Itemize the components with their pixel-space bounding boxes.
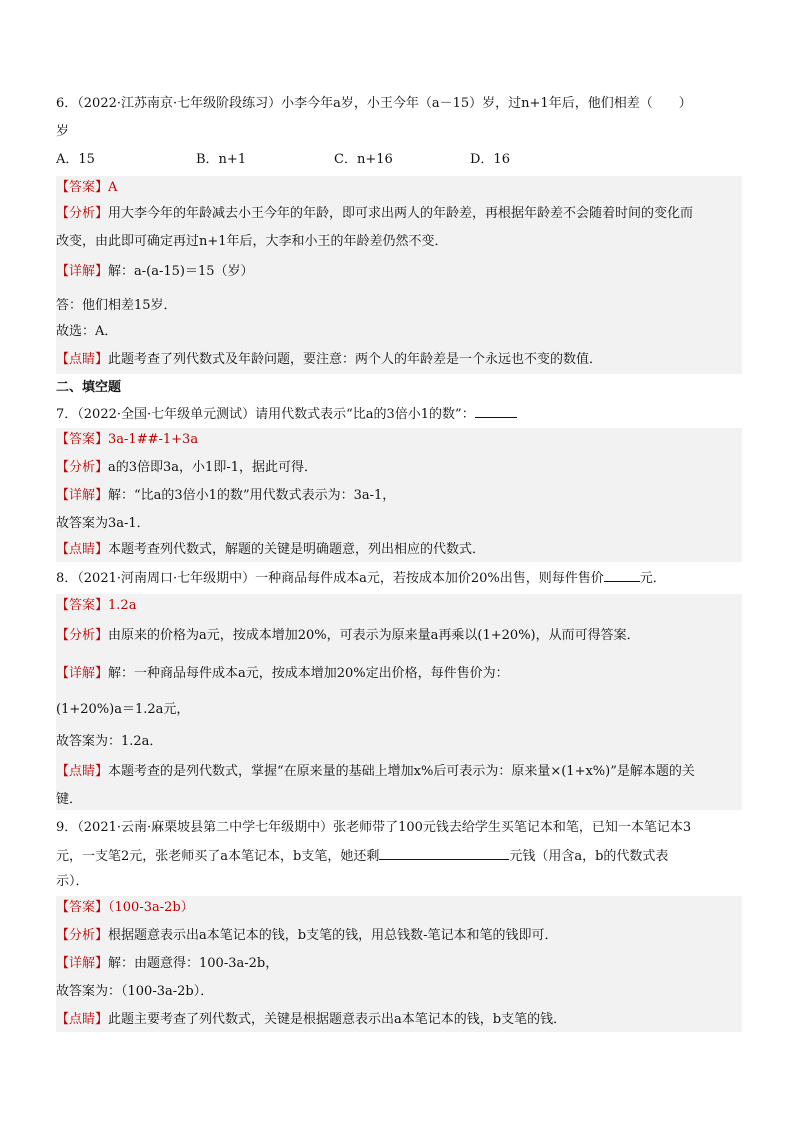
comment-tag: 【点睛】: [56, 352, 109, 367]
section-title: 二、填空题: [56, 380, 122, 395]
q6-detail-line3: 故选：A．: [56, 324, 118, 339]
q9-stem-line1: 9．（2021·云南·麻栗坡县第二中学七年级期中）张老师带了100元钱去给学生买笔记本和笔，已知一本笔记本3: [56, 820, 692, 835]
detail-tag: 【详解】: [56, 666, 109, 681]
q8-stem-text: 8．（2021·河南周口·七年级期中）一种商品每件成本a元，若按成本加价20%出售，则每件售价: [56, 571, 604, 586]
detail-tag: 【详解】: [56, 956, 109, 971]
q6-stem-line2: 岁: [56, 124, 70, 139]
q9-detail-line1: [56, 954, 278, 974]
q6-option-b: B．n+1: [196, 152, 247, 167]
q6-comment-line: [56, 350, 602, 370]
q8-answer-line: [56, 596, 136, 616]
q9-answer-blank: [379, 846, 509, 860]
q9-analysis-text: 根据题意表示出a本笔记本的钱，b支笔的钱，用总钱数-笔记本和笔的钱即可．: [108, 928, 558, 943]
q6-analysis-line2: 改变，由此即可确定再过n+1年后，大李和小王的年龄差仍然不变．: [56, 234, 448, 249]
q8-stem-unit: 元．: [639, 571, 666, 586]
q9-comment-text: 此题主要考查了列代数式，关键是根据题意表示出a本笔记本的钱，b支笔的钱．: [108, 1012, 567, 1027]
q9-comment-line: [56, 1010, 566, 1030]
detail-tag: 【详解】: [56, 264, 109, 279]
q7-stem-text: 7．（2022·全国·七年级单元测试）请用代数式表示“比a的3倍小1的数”：: [56, 407, 475, 422]
q8-stem-line: [56, 568, 666, 589]
q9-stem-line3: 示）．: [56, 874, 89, 889]
q8-detail-line1: [56, 664, 509, 684]
q8-detail-line2: (1+20%)a＝1.2a元，: [56, 702, 190, 717]
q7-comment-line: [56, 540, 485, 560]
q7-detail-text1: 解：“比a的3倍小1的数”用代数式表示为：3a-1，: [108, 488, 396, 503]
analysis-tag: 【分析】: [56, 628, 109, 643]
q9-detail-text1: 解：由题意得：100-3a-2b，: [108, 956, 279, 971]
analysis-tag: 【分析】: [56, 460, 109, 475]
answer-tag: 【答案】: [56, 432, 109, 447]
q7-detail-line2: 故答案为3a-1．: [56, 516, 150, 531]
q8-detail-text1: 解：一种商品每件成本a元，按成本增加20%定出价格，每件售价为：: [108, 666, 509, 681]
q9-detail-line2: 故答案为：（100-3a-2b）．: [56, 984, 214, 999]
q8-comment-text1: 本题考查的是列代数式，掌握“在原来量的基础上增加x%后可表示为：原来量×(1+x%)”是解本题的关: [108, 764, 695, 779]
answer-tag: 【答案】: [56, 180, 109, 195]
q6-analysis-line1: [56, 204, 693, 224]
q9-stem-text2a: 元，一支笔2元，张老师买了a本笔记本，b支笔，她还剩: [56, 849, 380, 864]
q6-option-a: A．15: [56, 152, 95, 167]
q8-detail-line3: 故答案为：1.2a．: [56, 734, 163, 749]
q8-answer-blank: [604, 568, 640, 582]
comment-tag: 【点睛】: [56, 764, 109, 779]
q9-answer-line: [56, 898, 194, 918]
answer-tag: 【答案】: [56, 598, 109, 613]
q6-comment-text: 此题考查了列代数式及年龄问题，要注意：两个人的年龄差是一个永远也不变的数值．: [108, 352, 603, 367]
q8-comment-line1: [56, 762, 695, 782]
q6-option-d: D．16: [470, 152, 510, 167]
q6-stem-line1: 6．（2022·江苏南京·七年级阶段练习）小李今年a岁，小王今年（a－15）岁，过n+1年后，他们相差（ ）: [56, 96, 692, 111]
q9-analysis-line: [56, 926, 557, 946]
q7-answer: 3a-1##-1+3a: [108, 432, 199, 447]
q7-answer-blank: [475, 404, 517, 418]
analysis-tag: 【分析】: [56, 928, 109, 943]
q6-analysis-text1: 用大李今年的年龄减去小王今年的年龄，即可求出两人的年龄差，再根据年龄差不会随着时间的变化而: [108, 206, 694, 221]
q6-detail-line1: [56, 262, 254, 282]
q6-answer-line: [56, 178, 117, 198]
q9-stem-text2b: 元钱（用含a，b的代数式表: [509, 849, 669, 864]
comment-tag: 【点睛】: [56, 1012, 109, 1027]
q7-answer-line: [56, 430, 198, 450]
q6-answer: A: [108, 180, 118, 195]
q7-detail-line1: [56, 486, 395, 506]
q7-analysis-text: a的3倍即3a，小1即-1，据此可得．: [108, 460, 317, 475]
q8-analysis-text: 由原来的价格为a元，按成本增加20%，可表示为原来量a再乘以(1+20%)，从而可得答案．: [108, 628, 640, 643]
q8-analysis-line: [56, 626, 640, 646]
q8-comment-line2: 键．: [56, 792, 83, 807]
detail-tag: 【详解】: [56, 488, 109, 503]
q9-answer: （100-3a-2b）: [108, 900, 194, 915]
q7-analysis-line: [56, 458, 317, 478]
analysis-tag: 【分析】: [56, 206, 109, 221]
q6-detail-line2: 答：他们相差15岁．: [56, 298, 177, 313]
q6-detail-text1: 解：a-(a-15)＝15（岁）: [108, 264, 254, 279]
q7-comment-text: 本题考查列代数式，解题的关键是明确题意，列出相应的代数式．: [108, 542, 486, 557]
q7-stem-line: [56, 404, 517, 425]
q6-option-c: C．n+16: [334, 152, 393, 167]
comment-tag: 【点睛】: [56, 542, 109, 557]
q8-answer: 1.2a: [108, 598, 137, 613]
q9-stem-line2: [56, 846, 668, 867]
answer-tag: 【答案】: [56, 900, 109, 915]
